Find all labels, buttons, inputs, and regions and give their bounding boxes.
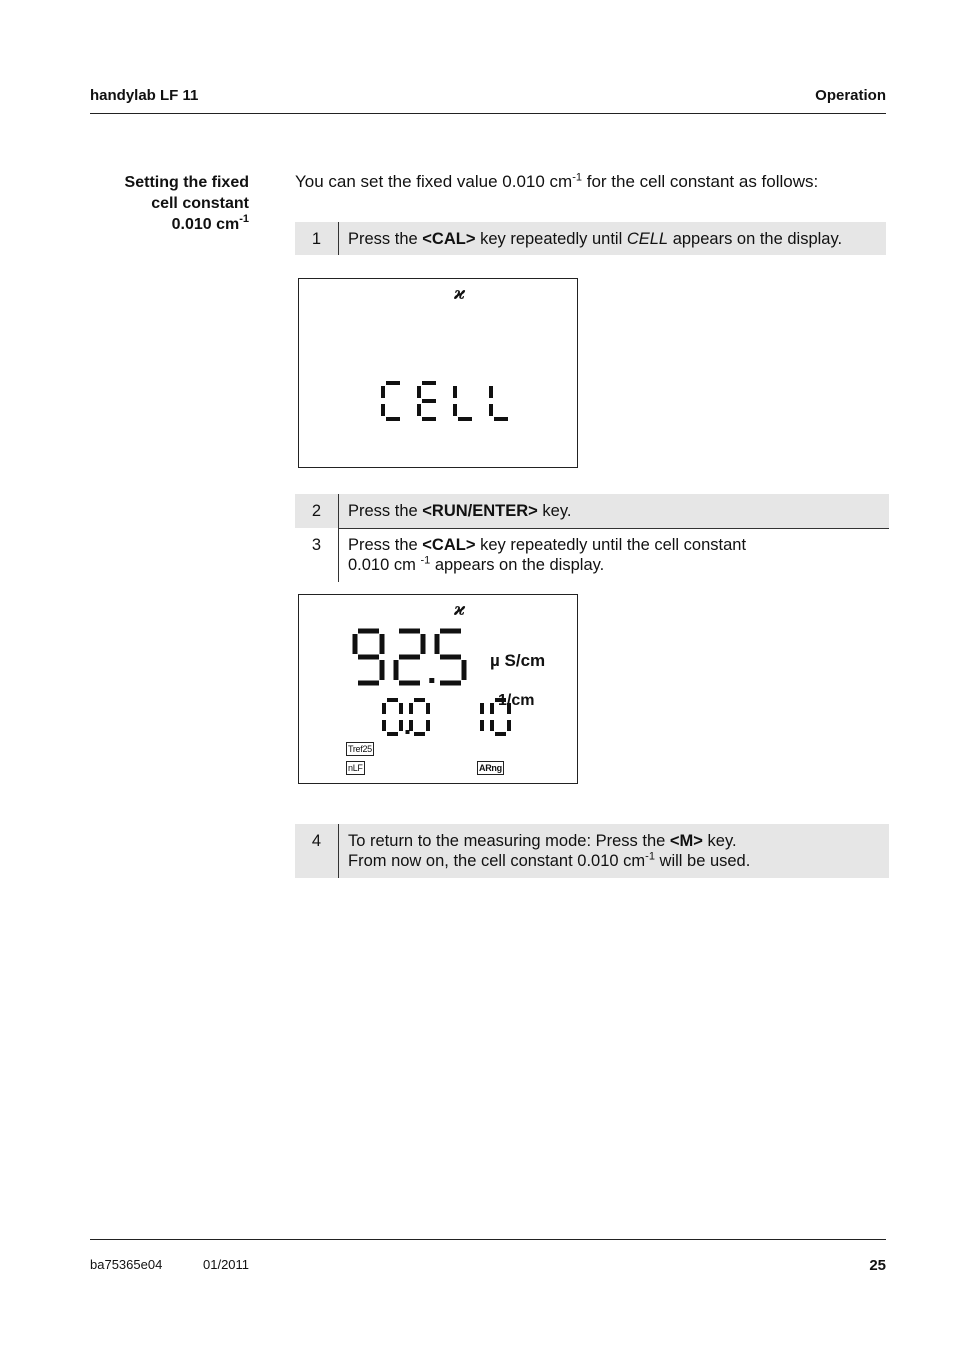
step-text: To return to the measuring mode: Press the <M> key. From now on, the cell constant 0.010 $cm^{-1}$ will be used. — [348, 832, 751, 870]
step-number: 1 — [295, 222, 339, 255]
footer-date: 01/2011 — [203, 1257, 250, 1272]
header-section: Operation — [815, 87, 886, 104]
decimal-point — [406, 730, 410, 734]
header-rule — [90, 113, 886, 114]
lcd-reading-segments — [355, 631, 464, 683]
lcd-display-cell — [298, 278, 578, 468]
intro-paragraph: You can set the fixed value 0.010 $cm^{-1}$ for the cell constant as follows: — [295, 171, 819, 191]
lcd-main-text — [299, 279, 577, 467]
conductivity-symbol-icon: ϰ — [454, 284, 466, 304]
page-number: 25 — [869, 1257, 886, 1274]
step-text: Press the <CAL> key repeatedly until the cell constant 0.010 cm $^{-1}$ appears on the display. — [348, 536, 747, 574]
step-number: 3 — [295, 528, 339, 582]
lcd-digits — [299, 595, 577, 783]
lcd-constant-segments — [384, 700, 509, 734]
step-1 — [295, 222, 886, 255]
conductivity-symbol-icon: ϰ — [454, 600, 466, 620]
arng-indicator: ARng — [479, 763, 502, 773]
footer-doc-code: ba75365e04 — [90, 1257, 163, 1272]
tref25-indicator: Tref25 — [348, 744, 372, 754]
lcd-cell-segments — [383, 383, 508, 419]
step-number: 2 — [295, 494, 339, 528]
step-2 — [295, 494, 889, 528]
step-4 — [295, 824, 889, 878]
step-3 — [295, 528, 889, 582]
header-product: handylab LF 11 — [90, 87, 199, 104]
step-number: 4 — [295, 824, 339, 878]
nlf-indicator: nLF — [348, 763, 363, 773]
decimal-point — [429, 678, 434, 683]
lcd-display-reading — [298, 594, 578, 784]
step-text: Press the <RUN/ENTER> key. — [348, 502, 572, 520]
footer-rule — [90, 1239, 886, 1240]
step-text: Press the <CAL> key repeatedly until CELL appears on the display. — [348, 230, 843, 248]
reading-unit: µ S/cm — [490, 651, 546, 670]
side-heading: Setting the fixed cell constant 0.010 $cm^{-1}$ — [124, 174, 249, 233]
constant-unit: 1/cm — [498, 692, 535, 709]
